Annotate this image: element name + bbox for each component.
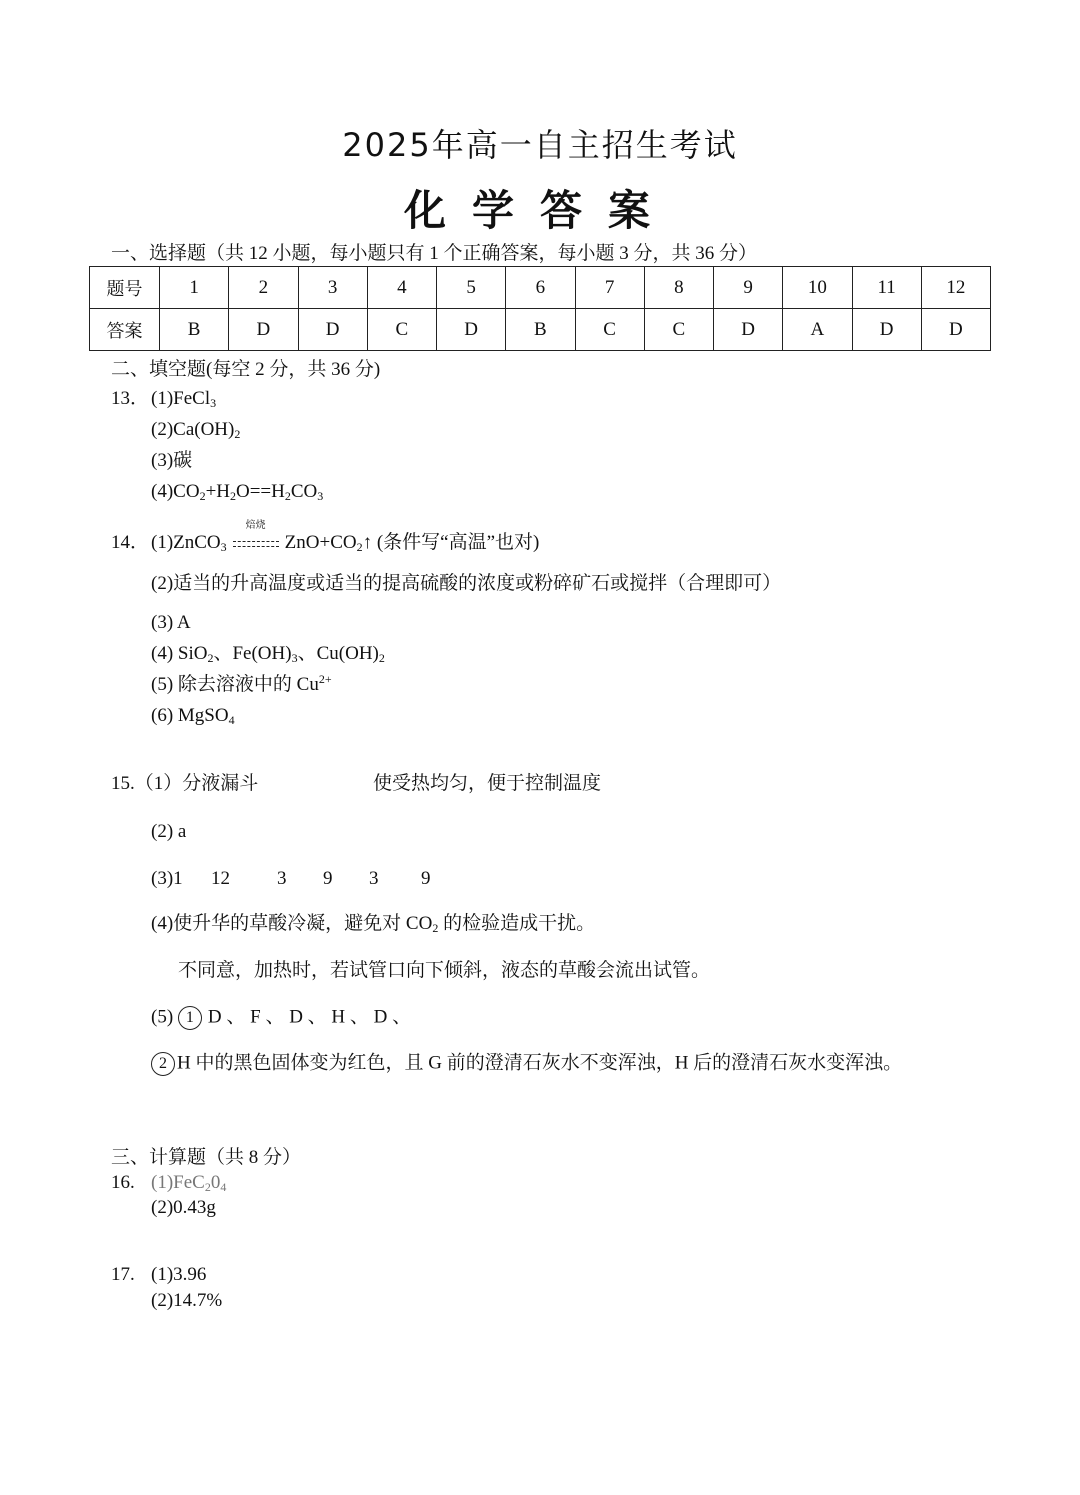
question-number: 1 <box>160 267 229 309</box>
answer-title: 化学答案 <box>403 186 676 235</box>
answer-cell: A <box>783 309 852 351</box>
answer-cell: D <box>229 309 298 351</box>
question-number: 7 <box>575 267 644 309</box>
q15-answer-5: (5) 1 D 、 F 、 D 、 H 、 D 、 <box>151 1006 411 1030</box>
question-number-row <box>90 267 991 309</box>
section3-heading: 三、计算题（共 8 分） <box>111 1147 302 1168</box>
q17-answer-1: (1)3.96 <box>151 1264 207 1285</box>
q15-answer-1b: 使受热均匀，便于控制温度 <box>373 773 602 794</box>
q14-answer-2: (2)适当的升高温度或适当的提高硫酸的浓度或粉碎矿石或搅拌（合理即可） <box>151 573 782 594</box>
exam-title: 2025年高一自主招生考试 <box>342 126 738 164</box>
question-number: 8 <box>644 267 713 309</box>
answer-cell: D <box>852 309 921 351</box>
row-label-question: 题号 <box>90 267 160 309</box>
answer-row <box>90 309 991 351</box>
q15-answer-4: (4)使升华的草酸冷凝，避免对 $CO_2$ 的检验造成干扰。 <box>151 913 596 935</box>
q14-answer-6: (6) MgSO$_4$ <box>151 705 235 727</box>
q15-answer-3: (3)1 12 3 9 3 9 <box>151 868 431 889</box>
answer-cell: D <box>921 309 990 351</box>
q13-number: 13． <box>111 388 150 409</box>
question-number: 12 <box>921 267 990 309</box>
answer-cell: C <box>644 309 713 351</box>
question-number: 3 <box>298 267 367 309</box>
q13-answer-2: $(2)Ca(OH)_2$ <box>151 419 241 441</box>
q14-number: 14． <box>111 532 150 553</box>
section1-heading: 一、选择题（共 12 小题，每小题只有 1 个正确答案，每小题 3 分，共 36 分） <box>111 243 758 264</box>
q14-answer-4: (4) SiO$_2$、$Fe(OH)_3$、$Cu(OH)_2$ <box>151 643 385 665</box>
question-number: 9 <box>714 267 783 309</box>
answer-cell: B <box>506 309 575 351</box>
q16-number: 16. <box>111 1172 135 1193</box>
reaction-condition: 焙烧 <box>233 534 279 554</box>
question-number: 5 <box>437 267 506 309</box>
q15-answer-5b: 2 H 中的黑色固体变为红色，且 G 前的澄清石灰水不变浑浊，H 后的澄清石灰水变浑浊。 <box>151 1052 902 1076</box>
question-number: 6 <box>506 267 575 309</box>
q16-answer-1: $(1)FeC_20_4$ <box>151 1172 227 1194</box>
q15-answer-2: (2) a <box>151 821 187 842</box>
question-number: 2 <box>229 267 298 309</box>
q15-answer-4b: 不同意，加热时，若试管口向下倾斜，液态的草酸会流出试管。 <box>178 960 711 981</box>
q17-answer-2: (2)14.7% <box>151 1290 223 1311</box>
circled-number-2: 2 <box>151 1052 175 1076</box>
answer-cell: D <box>298 309 367 351</box>
answer-table <box>89 266 991 351</box>
q17-number: 17. <box>111 1264 135 1285</box>
q15-answer-1a: 15.（1）分液漏斗 <box>111 773 259 794</box>
section2-heading: 二、填空题(每空 2 分，共 36 分) <box>111 359 381 380</box>
question-number: 10 <box>783 267 852 309</box>
q16-answer-2: (2)0.43g <box>151 1197 216 1218</box>
q13-answer-3: (3)碳 <box>151 450 193 471</box>
q14-answer-3: (3) A <box>151 612 191 633</box>
q14-answer-1: (1)ZnCO$_3$ 焙烧 $ZnO+CO_2↑$ (条件写“高温”也对) <box>151 519 540 554</box>
q14-answer-5: (5) 除去溶液中的 $Cu^{2+}$ <box>151 672 332 695</box>
q13-answer-1: (1)FeCl$_3$ <box>151 388 217 410</box>
question-number: 11 <box>852 267 921 309</box>
question-number: 4 <box>367 267 436 309</box>
answer-cell: C <box>575 309 644 351</box>
circled-number-1: 1 <box>178 1006 202 1030</box>
answer-cell: D <box>437 309 506 351</box>
answer-cell: B <box>160 309 229 351</box>
answer-cell: D <box>714 309 783 351</box>
row-label-answer: 答案 <box>90 309 160 351</box>
q13-answer-4: $(4)CO_2+H_2O==H_2CO_3$ <box>151 481 324 503</box>
answer-cell: C <box>367 309 436 351</box>
